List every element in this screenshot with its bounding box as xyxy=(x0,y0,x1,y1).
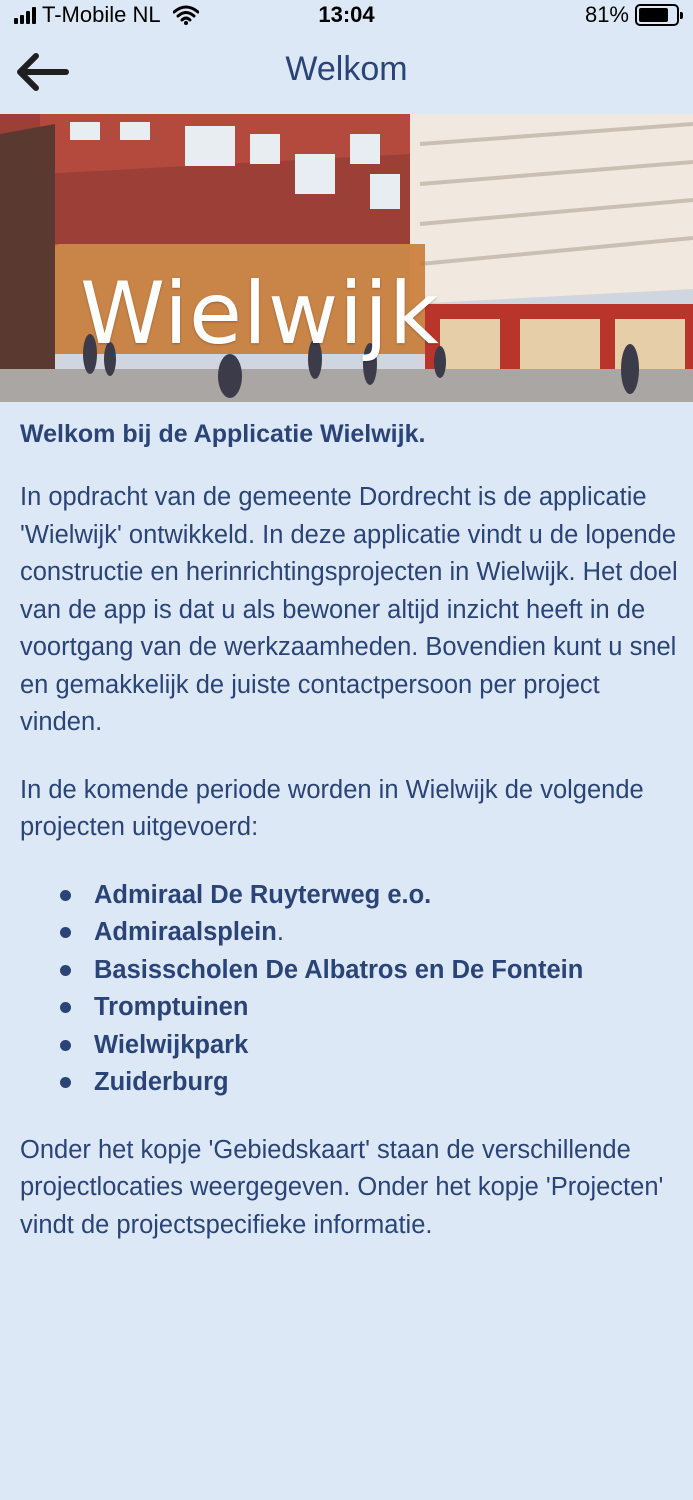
project-label: Tromptuinen xyxy=(94,993,249,1021)
battery-percent: 81% xyxy=(584,2,629,27)
hero-banner xyxy=(0,114,693,402)
status-bar xyxy=(0,0,693,30)
battery-fill xyxy=(639,8,668,22)
projects-intro-paragraph: In de komende periode worden in Wielwijk de volgende projecten uitgevoerd: xyxy=(20,775,644,841)
map-info-paragraph: Onder het kopje 'Gebiedskaart' staan de verschillende projectlocaties weergegeven. Onder het kopje 'Projecten' vindt de projectspecifieke informatie. xyxy=(20,1135,664,1239)
project-label: Wielwijkpark xyxy=(94,1030,249,1059)
project-label: Admiraalsplein xyxy=(94,918,277,946)
intro-paragraph: In opdracht van de gemeente Dordrecht is de applicatie 'Wielwijk' ontwikkeld. In deze applicatie vindt u de lopende constructie en herinrichtingsprojecten in Wielwijk. Het doel van de app is dat u als bewoner altijd inzicht heeft in de voortgang van de werkzaamheden. Bovendien kunt u snel en gemakkelijk de juiste contactpersoon per project vinden. xyxy=(20,483,678,736)
project-list xyxy=(60,877,680,1102)
status-right xyxy=(585,2,679,28)
content-area xyxy=(20,420,680,1244)
list-item xyxy=(60,1027,680,1065)
list-item xyxy=(60,877,680,915)
project-label: Zuiderburg xyxy=(94,1068,229,1096)
project-label: Admiraal De Ruyterweg e.o. xyxy=(94,880,432,909)
list-item xyxy=(60,989,680,1027)
list-item xyxy=(60,1064,680,1102)
project-label: Basisscholen De Albatros en De Fontein xyxy=(94,955,584,984)
hero-title: Wielwijk xyxy=(80,264,440,364)
carrier-label: T-Mobile NL xyxy=(42,2,161,27)
clock: 13:04 xyxy=(318,2,375,27)
intro-heading: Welkom bij de Applicatie Wielwijk. xyxy=(20,420,426,448)
list-item: Admiraalsplein. xyxy=(60,914,680,952)
list-item xyxy=(60,952,680,990)
battery-icon xyxy=(635,4,679,26)
navigation-bar xyxy=(0,30,693,114)
page-title: Welkom xyxy=(285,50,408,88)
